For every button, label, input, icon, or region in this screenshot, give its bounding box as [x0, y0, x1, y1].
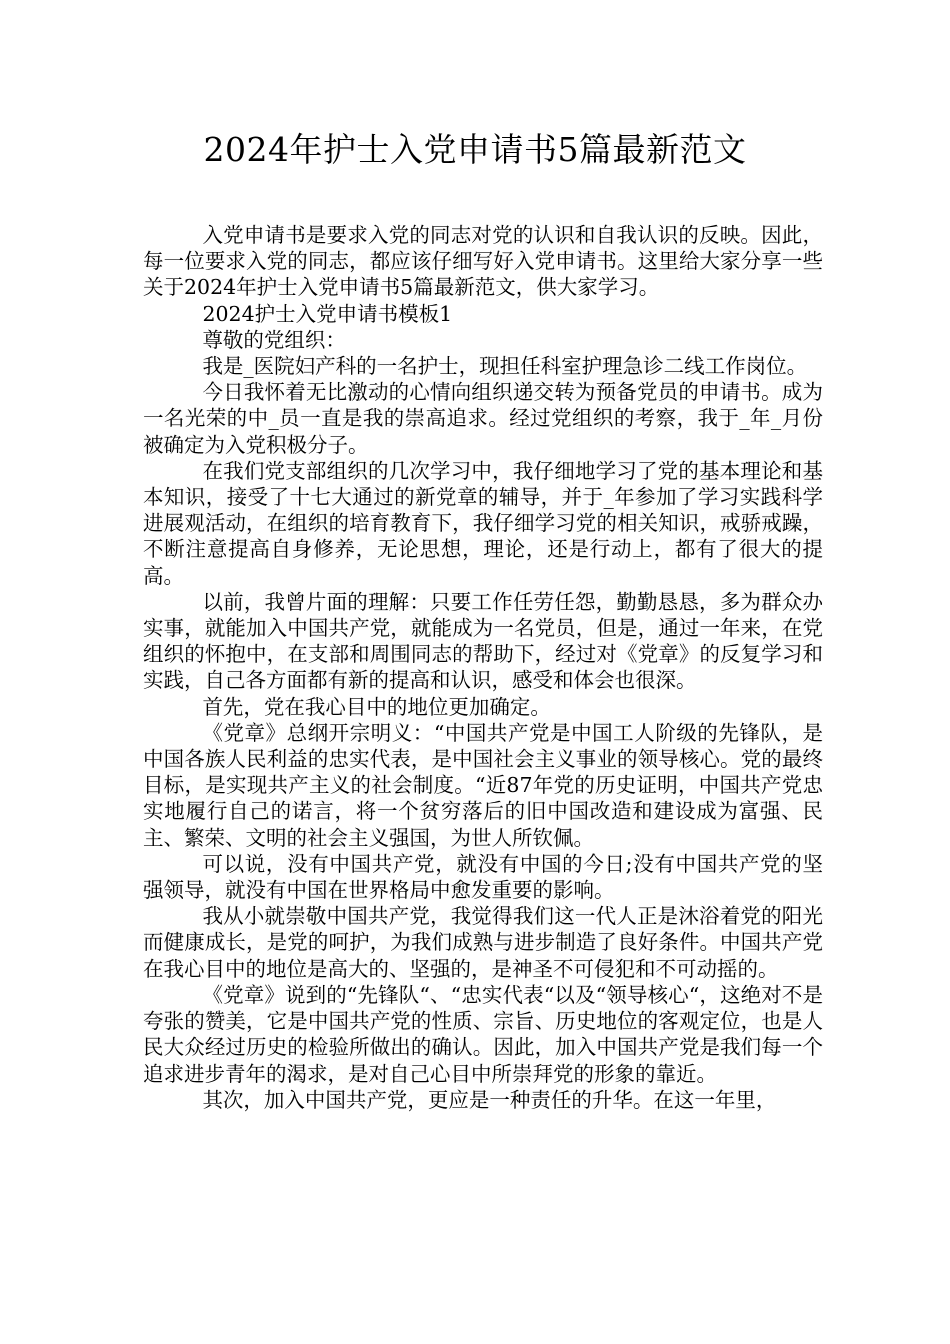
- paragraph: 首先，党在我心目中的地位更加确定。: [202, 694, 551, 719]
- paragraph: 在我们党支部组织的几次学习中，我仔细地学习了党的基本理论和基本知识，接受了十七大通过的新党章的辅导，并于_年参加了学习实践科学进展观活动，在组织的培育教育下，我仔细学习党的相关知识，戒骄戒躁，不断注意提高自身修养，无论思想，理论，还是行动上，都有了很大的提高。: [143, 458, 823, 588]
- paragraph-intro: 入党申请书是要求入党的同志对党的认识和自我认识的反映。因此，每一位要求入党的同志，都应该仔细写好入党申请书。这里给大家分享一些关于2024年护士入党申请书5篇最新范文，供大家学习。: [143, 223, 823, 300]
- paragraph: 以前，我曾片面的理解：只要工作任劳任怨，勤勤恳恳，多为群众办实事，就能加入中国共产党，就能成为一名党员，但是，通过一年来，在党组织的怀抱中，在支部和周围同志的帮助下，经过对《党章》的反复学习和实践，自己各方面都有新的提高和认识，感受和体会也很深。: [143, 589, 823, 693]
- paragraph: 我是_医院妇产科的一名护士，现担任科室护理急诊二线工作岗位。: [202, 354, 808, 379]
- paragraph: 《党章》说到的“先锋队“、“忠实代表“以及“领导核心“，这绝对不是夸张的赞美，它是中国共产党的性质、宗旨、历史地位的客观定位，也是人民大众经过历史的检验所做出的确认。因此，加入中国共产党是我们每一个追求进步青年的渴求，是对自己心目中所崇拜党的形象的靠近。: [143, 982, 823, 1086]
- paragraph: 可以说，没有中国共产党，就没有中国的今日;没有中国共产党的坚强领导，就没有中国在世界格局中愈发重要的影响。: [143, 851, 823, 903]
- document-body: [143, 222, 823, 1113]
- paragraph-template-heading: 2024护士入党申请书模板1: [202, 301, 453, 326]
- paragraph-salutation: 尊敬的党组织：: [202, 327, 346, 352]
- paragraph: 我从小就崇敬中国共产党，我觉得我们这一代人正是沐浴着党的阳光而健康成长，是党的呵护，为我们成熟与进步制造了良好条件。中国共产党在我心目中的地位是高大的、坚强的，是神圣不可侵犯和不可动摇的。: [143, 904, 823, 981]
- paragraph: 《党章》总纲开宗明义：“中国共产党是中国工人阶级的先锋队，是中国各族人民利益的忠实代表，是中国社会主义事业的领导核心。党的最终目标，是实现共产主义的社会制度。“近87年党的历史证明，中国共产党忠实地履行自己的诺言，将一个贫穷落后的旧中国改造和建设成为富强、民主、繁荣、文明的社会主义强国，为世人所钦佩。: [143, 720, 823, 850]
- paragraph: 其次，加入中国共产党，更应是一种责任的升华。在这一年里，: [202, 1087, 777, 1112]
- document-title: 2024年护士入党申请书5篇最新范文: [203, 130, 747, 169]
- paragraph: 今日我怀着无比激动的心情向组织递交转为预备党员的申请书。成为一名光荣的中_员一直是我的崇高追求。经过党组织的考察，我于_年_月份被确定为入党积极分子。: [143, 380, 823, 457]
